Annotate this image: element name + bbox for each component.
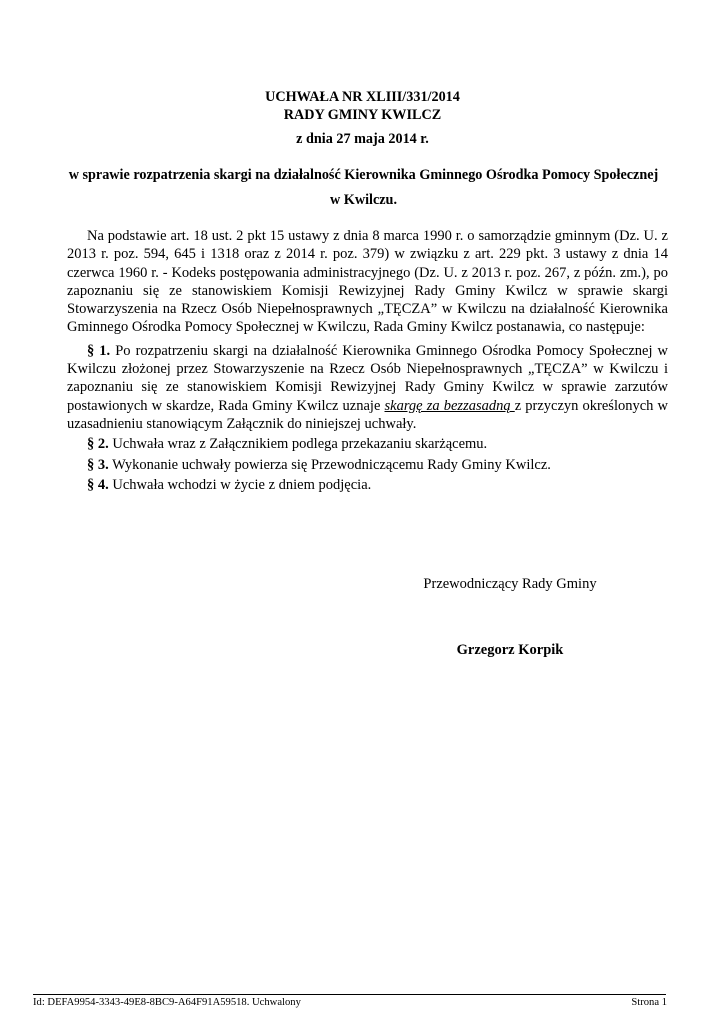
- section-1-text-before: Po rozpatrzeniu skargi na działalność Kierownika Gminnego Ośrodka Pomocy Społecznej w Kwilczu złożonej przez Stowarzyszenie na Rzecz Osób Niepełnosprawnych „TĘCZA” w Kwilczu i zapoznaniu się ze stanowiskiem Komisji Rewizyjnej Rady Gminy Kwilcz w sprawie zarzutów postawionych w skardze, Rada Gminy Kwilcz uznaje: [67, 342, 669, 414]
- section-3: [67, 456, 668, 474]
- council-name: RADY GMINY KWILCZ: [283, 107, 442, 123]
- section-4-text: Uchwała wchodzi w życie z dniem podjęcia.: [108, 476, 372, 493]
- section-4: [67, 476, 668, 494]
- signature-title: Przewodniczący Rady Gminy: [423, 576, 597, 592]
- section-2-text: Uchwała wraz z Załącznikiem podlega przekazaniu skarżącemu.: [108, 436, 488, 453]
- resolution-date: z dnia 27 maja 2014 r.: [296, 131, 429, 147]
- resolution-number: UCHWAŁA NR XLIII/331/2014: [265, 89, 460, 105]
- document-id: Id: DEFA9954-3343-49E8-8BC9-A64F91A59518. Uchwalony: [33, 997, 301, 1008]
- section-1-emphasis: skargę za bezzasadną: [384, 397, 515, 414]
- preamble-paragraph: Na podstawie art. 18 ust. 2 pkt 15 ustawy z dnia 8 marca 1990 r. o samorządzie gminnym (Dz. U. z 2013 r. poz. 594, 645 i 1318 oraz z 2014 r. poz. 379) w związku z art. 229 pkt. 3 ustawy z dnia 14 czerwca 1960 r. - Kodeks postępowania administracyjnego (Dz. U. z 2013 r. poz. 267, z późn. zm.), po zapoznaniu się ze stanowiskiem Komisji Rewizyjnej Rady Gminy Kwilcz w sprawie skargi Stowarzyszenia na Rzecz Osób Niepełnosprawnych „TĘCZA” w Kwilczu na działalność Kierownika Gminnego Ośrodka Pomocy Społecznej w Kwilczu, Rada Gminy Kwilcz postanawia, co następuje:: [67, 228, 668, 336]
- section-2: [67, 435, 668, 453]
- signature-name: Grzegorz Korpik: [456, 642, 564, 658]
- section-2-number: § 2.: [87, 436, 109, 453]
- section-1-text-after: z przyczyn określonych w uzasadnieniu stanowiącym Załącznik do niniejszej uchwały.: [67, 397, 668, 432]
- section-1: [67, 342, 668, 433]
- resolution-body: [67, 227, 668, 494]
- page-number: Strona 1: [631, 997, 667, 1008]
- section-3-number: § 3.: [87, 456, 109, 473]
- footer-divider: [33, 994, 666, 995]
- section-3-text: Wykonanie uchwały powierza się Przewodniczącemu Rady Gminy Kwilcz.: [108, 456, 551, 473]
- resolution-subject: w sprawie rozpatrzenia skargi na działalność Kierownika Gminnego Ośrodka Pomocy Społecznej w Kwilczu.: [68, 167, 659, 208]
- section-1-number: § 1.: [87, 342, 111, 359]
- section-4-number: § 4.: [87, 476, 109, 493]
